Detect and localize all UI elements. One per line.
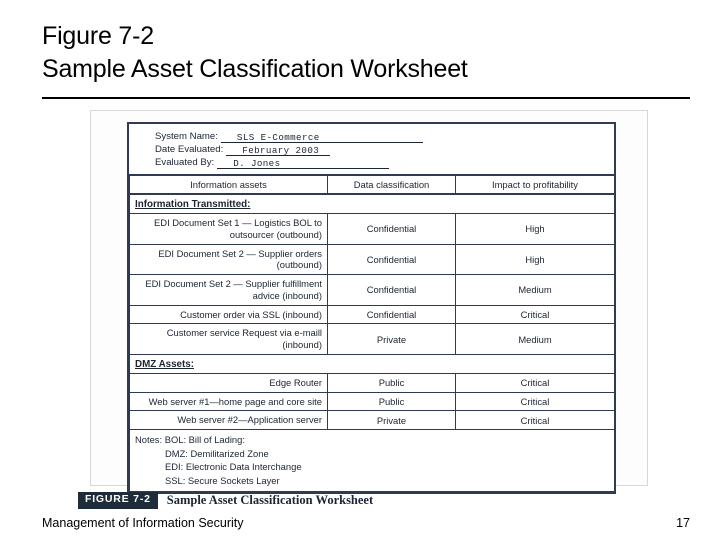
table-row[interactable]: [130, 373, 615, 392]
impact-to-profitability: Critical: [456, 305, 615, 324]
system-name-row: [155, 130, 614, 143]
asset-classification-worksheet: [127, 122, 616, 494]
title-divider: [42, 97, 690, 99]
impact-to-profitability: Critical: [456, 392, 615, 411]
impact-to-profitability: High: [456, 244, 615, 275]
figure-caption: [78, 492, 373, 509]
page-title-line-1: Figure 7-2: [42, 22, 154, 50]
notes-line: [135, 433, 609, 447]
asset-name: EDI Document Set 1 — Logistics BOL to outsourcer (outbound): [130, 214, 328, 245]
impact-to-profitability: Critical: [456, 373, 615, 392]
table-row[interactable]: [130, 411, 615, 430]
data-classification: Confidential: [328, 244, 456, 275]
figure-number-badge: FIGURE 7-2: [78, 492, 158, 509]
impact-to-profitability: High: [456, 214, 615, 245]
table-row[interactable]: [130, 392, 615, 411]
notes-label: Notes:: [135, 434, 165, 445]
asset-name: Edge Router: [130, 373, 328, 392]
notes-text: BOL: Bill of Lading:: [164, 434, 245, 445]
column-header-information-assets: Information assets: [130, 175, 328, 194]
evaluated-by-row: [155, 156, 614, 169]
slide-footer: [42, 516, 690, 530]
column-header-data-classification: Data classification: [328, 175, 456, 194]
section-heading-information-transmitted: Information Transmitted:: [130, 194, 615, 214]
notes-line: SSL: Secure Sockets Layer: [165, 474, 280, 486]
page-title: [42, 20, 692, 85]
footer-book-title: Management of Information Security: [42, 516, 244, 530]
asset-name: Web server #1—home page and core site: [130, 392, 328, 411]
section-header-row: [130, 194, 615, 214]
table-header-row: [130, 175, 615, 194]
table-row[interactable]: [130, 214, 615, 245]
evaluated-by-field[interactable]: D. Jones: [217, 157, 389, 169]
worksheet-header: [129, 124, 614, 174]
table-header: [130, 175, 615, 194]
date-evaluated-label: Date Evaluated:: [155, 144, 224, 155]
impact-to-profitability: Medium: [456, 324, 615, 355]
impact-to-profitability: Critical: [456, 411, 615, 430]
asset-name: EDI Document Set 2 — Supplier fulfillment advice (inbound): [130, 275, 328, 306]
asset-name: Customer service Request via e-maill (inbound): [130, 324, 328, 355]
asset-name: Web server #2—Application server: [130, 411, 328, 430]
table-row[interactable]: [130, 324, 615, 355]
asset-name: EDI Document Set 2 — Supplier orders (outbound): [130, 244, 328, 275]
data-classification: Public: [328, 392, 456, 411]
data-classification: Private: [328, 411, 456, 430]
section-header-row: [130, 354, 615, 373]
section-heading-dmz-assets: DMZ Assets:: [130, 354, 615, 373]
notes-line: EDI: Electronic Data Interchange: [165, 461, 302, 473]
column-header-impact-to-profitability: Impact to profitability: [456, 175, 615, 194]
asset-table: [129, 174, 615, 492]
page-title-line-2: Sample Asset Classification Worksheet: [42, 54, 468, 83]
notes-line: DMZ: Demilitarized Zone: [165, 447, 269, 459]
data-classification: Private: [328, 324, 456, 355]
notes-block: [130, 430, 615, 492]
evaluated-by-label: Evaluated By:: [155, 157, 215, 168]
data-classification: Confidential: [328, 305, 456, 324]
asset-name: Customer order via SSL (inbound): [130, 305, 328, 324]
date-evaluated-field[interactable]: February 2003: [226, 144, 330, 156]
notes-row: [130, 430, 615, 492]
date-evaluated-row: [155, 143, 614, 156]
table-row[interactable]: [130, 275, 615, 306]
table-row[interactable]: [130, 305, 615, 324]
table-body: [130, 194, 615, 491]
system-name-label: System Name:: [155, 131, 218, 142]
system-name-field[interactable]: SLS E-Commerce: [221, 131, 423, 143]
figure-caption-text: Sample Asset Classification Worksheet: [166, 492, 374, 507]
data-classification: Public: [328, 373, 456, 392]
footer-page-number: 17: [676, 516, 690, 530]
impact-to-profitability: Medium: [456, 275, 615, 306]
table-row[interactable]: [130, 244, 615, 275]
data-classification: Confidential: [328, 275, 456, 306]
data-classification: Confidential: [328, 214, 456, 245]
